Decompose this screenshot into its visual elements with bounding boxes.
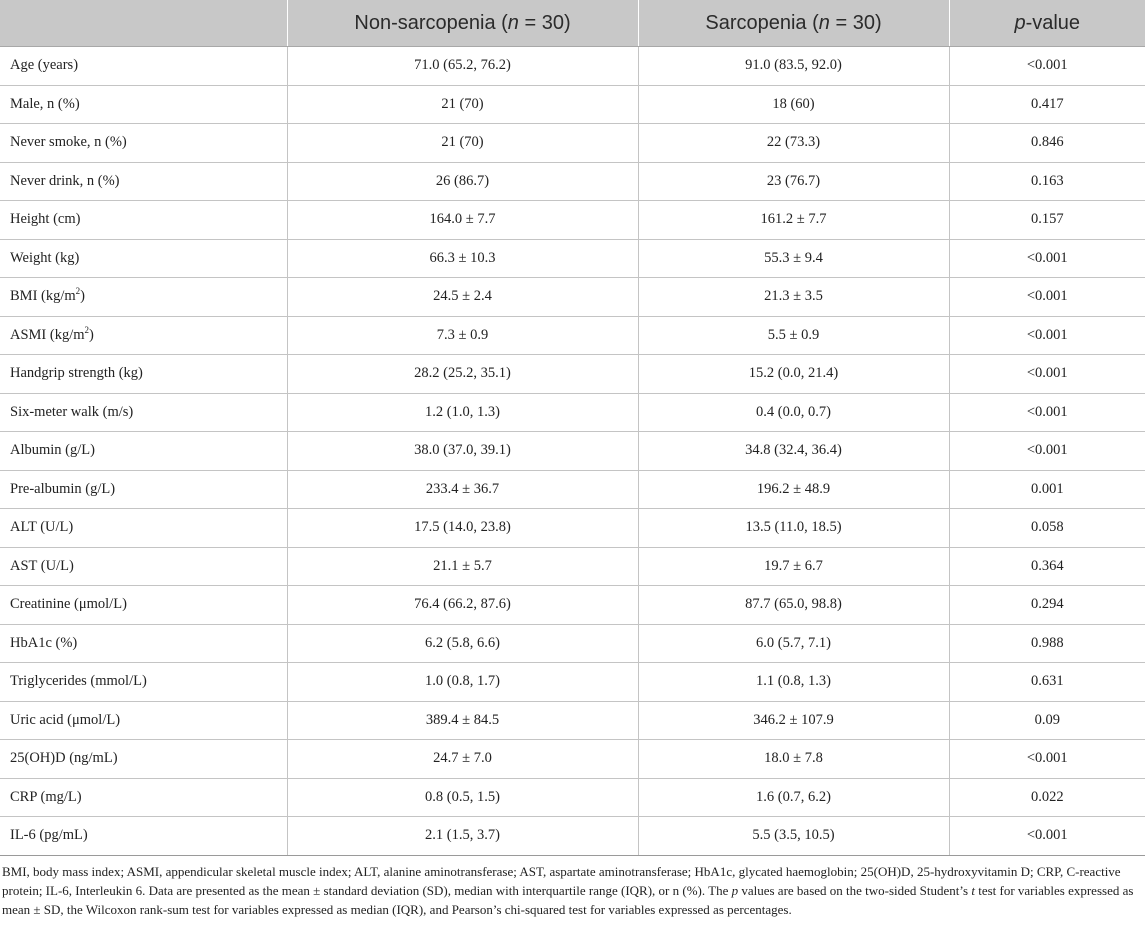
cell-sarcopenia: 346.2 ± 107.9 (638, 701, 949, 740)
variable-label: CRP (mg/L) (10, 788, 82, 805)
table-row (0, 509, 1145, 548)
cell-sarcopenia: 5.5 (3.5, 10.5) (638, 817, 949, 856)
cell-p-value: 0.846 (949, 124, 1145, 163)
cell-sarcopenia: 91.0 (83.5, 92.0) (638, 47, 949, 86)
cell-p-value: 0.294 (949, 586, 1145, 625)
cell-variable (0, 470, 287, 509)
cell-sarcopenia: 6.0 (5.7, 7.1) (638, 624, 949, 663)
cell-p-value: 0.157 (949, 201, 1145, 240)
cell-p-value: <0.001 (949, 278, 1145, 317)
cell-variable (0, 393, 287, 432)
cell-non-sarcopenia: 66.3 ± 10.3 (287, 239, 638, 278)
variable-label: Never drink, n (%) (10, 172, 120, 189)
header-non-sarcopenia-suffix: = 30) (518, 11, 571, 34)
cell-variable (0, 124, 287, 163)
cell-sarcopenia: 0.4 (0.0, 0.7) (638, 393, 949, 432)
cell-non-sarcopenia: 6.2 (5.8, 6.6) (287, 624, 638, 663)
cell-sarcopenia: 18 (60) (638, 85, 949, 124)
variable-label: HbA1c (%) (10, 634, 78, 651)
variable-label: Weight (kg) (10, 249, 80, 266)
cell-non-sarcopenia: 389.4 ± 84.5 (287, 701, 638, 740)
footnote-part2: values are based on the two-sided Student’s (738, 882, 972, 898)
table-row (0, 547, 1145, 586)
header-p-suffix: -value (1025, 11, 1081, 34)
table-row (0, 393, 1145, 432)
variable-label: Pre-albumin (g/L) (10, 480, 116, 497)
variable-label: ASMI (kg/m (10, 326, 85, 343)
cell-non-sarcopenia: 7.3 ± 0.9 (287, 316, 638, 355)
variable-label: 25(OH)D (ng/mL) (10, 750, 118, 767)
variable-label: ALT (U/L) (10, 519, 74, 536)
cell-sarcopenia: 22 (73.3) (638, 124, 949, 163)
header-sarcopenia-label: Sarcopenia ( (705, 11, 819, 34)
cell-p-value: 0.364 (949, 547, 1145, 586)
cell-non-sarcopenia: 38.0 (37.0, 39.1) (287, 432, 638, 471)
footnote-part1: BMI, body mass index; ASMI, appendicular skeletal muscle index; ALT, alanine aminotransferase; AST, aspartate aminotransferase; HbA1c, glycated haemoglobin; 25(OH)D, 25-hydroxyvitamin D; CRP, C-reactive protein; IL-6, Interleukin 6. Data are presented as the mean ± standard deviation (SD), median with interquartile range (IQR), or n (%). The (2, 863, 1121, 898)
cell-p-value: <0.001 (949, 817, 1145, 856)
cell-variable (0, 701, 287, 740)
cell-p-value: <0.001 (949, 316, 1145, 355)
cell-sarcopenia: 34.8 (32.4, 36.4) (638, 432, 949, 471)
table-row (0, 124, 1145, 163)
cell-non-sarcopenia: 2.1 (1.5, 3.7) (287, 817, 638, 856)
cell-non-sarcopenia: 17.5 (14.0, 23.8) (287, 509, 638, 548)
variable-label: BMI (kg/m (10, 288, 76, 305)
cell-p-value: 0.022 (949, 778, 1145, 817)
table-row (0, 278, 1145, 317)
header-sarcopenia-suffix: = 30) (829, 11, 882, 34)
table-row (0, 778, 1145, 817)
header-non-sarcopenia-label: Non-sarcopenia ( (354, 11, 508, 34)
cell-variable (0, 778, 287, 817)
cell-non-sarcopenia: 0.8 (0.5, 1.5) (287, 778, 638, 817)
footnote-italic-p: p (731, 882, 739, 898)
cell-variable (0, 509, 287, 548)
header-sarcopenia (638, 0, 949, 47)
table-row (0, 663, 1145, 702)
variable-tail: ) (80, 288, 85, 305)
cell-non-sarcopenia: 24.7 ± 7.0 (287, 740, 638, 779)
variable-label: Uric acid (μmol/L) (10, 711, 121, 728)
variable-superscript: 2 (75, 286, 81, 297)
cell-p-value: <0.001 (949, 740, 1145, 779)
cell-variable (0, 201, 287, 240)
cell-variable (0, 316, 287, 355)
variable-tail: ) (89, 326, 94, 343)
cell-p-value: <0.001 (949, 393, 1145, 432)
variable-label: Height (cm) (10, 211, 81, 228)
variable-label: AST (U/L) (10, 557, 74, 574)
header-sarcopenia-n: n (818, 11, 830, 34)
table-footnote (0, 862, 1145, 919)
cell-non-sarcopenia: 21 (70) (287, 85, 638, 124)
cell-sarcopenia: 161.2 ± 7.7 (638, 201, 949, 240)
table-row (0, 470, 1145, 509)
cell-sarcopenia: 21.3 ± 3.5 (638, 278, 949, 317)
cell-non-sarcopenia: 233.4 ± 36.7 (287, 470, 638, 509)
variable-label: Handgrip strength (kg) (10, 365, 143, 382)
cell-non-sarcopenia: 26 (86.7) (287, 162, 638, 201)
cell-p-value: 0.09 (949, 701, 1145, 740)
header-row (0, 0, 1145, 47)
table-row (0, 162, 1145, 201)
cell-variable (0, 586, 287, 625)
cell-p-value: 0.988 (949, 624, 1145, 663)
cell-variable (0, 278, 287, 317)
variable-label: Never smoke, n (%) (10, 134, 127, 151)
cell-sarcopenia: 55.3 ± 9.4 (638, 239, 949, 278)
table-row (0, 355, 1145, 394)
table-header (0, 0, 1145, 47)
footnote-part3: test for variables expressed as mean ± SD, the Wilcoxon rank-sum test for variables expressed as median (IQR), and Pearson’s chi-squared test for variables expressed as percentages. (2, 882, 1134, 917)
cell-p-value: 0.631 (949, 663, 1145, 702)
variable-label: Triglycerides (mmol/L) (10, 673, 147, 690)
cell-sarcopenia: 1.1 (0.8, 1.3) (638, 663, 949, 702)
cell-variable (0, 162, 287, 201)
cell-non-sarcopenia: 21 (70) (287, 124, 638, 163)
cell-variable (0, 432, 287, 471)
table-row (0, 47, 1145, 86)
table-row (0, 701, 1145, 740)
cell-non-sarcopenia: 164.0 ± 7.7 (287, 201, 638, 240)
cell-non-sarcopenia: 24.5 ± 2.4 (287, 278, 638, 317)
table-row (0, 740, 1145, 779)
table-row (0, 201, 1145, 240)
cell-variable (0, 740, 287, 779)
cell-sarcopenia: 13.5 (11.0, 18.5) (638, 509, 949, 548)
table-row (0, 586, 1145, 625)
cell-sarcopenia: 5.5 ± 0.9 (638, 316, 949, 355)
cell-variable (0, 239, 287, 278)
cell-non-sarcopenia: 76.4 (66.2, 87.6) (287, 586, 638, 625)
variable-superscript: 2 (84, 324, 90, 335)
header-non-sarcopenia (287, 0, 638, 47)
header-p-italic: p (1014, 11, 1026, 34)
table-row (0, 817, 1145, 856)
cell-p-value: <0.001 (949, 47, 1145, 86)
variable-label: Male, n (%) (10, 95, 80, 112)
cell-p-value: <0.001 (949, 239, 1145, 278)
cell-sarcopenia: 19.7 ± 6.7 (638, 547, 949, 586)
cell-non-sarcopenia: 28.2 (25.2, 35.1) (287, 355, 638, 394)
cell-p-value: 0.058 (949, 509, 1145, 548)
variable-label: IL-6 (pg/mL) (10, 827, 88, 844)
cell-sarcopenia: 23 (76.7) (638, 162, 949, 201)
variable-label: Age (years) (10, 57, 79, 74)
cell-variable (0, 663, 287, 702)
cell-p-value: <0.001 (949, 355, 1145, 394)
variable-label: Six-meter walk (m/s) (10, 403, 134, 420)
table-row (0, 624, 1145, 663)
cell-p-value: <0.001 (949, 432, 1145, 471)
cell-variable (0, 547, 287, 586)
cell-non-sarcopenia: 1.0 (0.8, 1.7) (287, 663, 638, 702)
table-body (0, 47, 1145, 856)
header-non-sarcopenia-n: n (507, 11, 519, 34)
cell-p-value: 0.417 (949, 85, 1145, 124)
header-variable (0, 0, 287, 47)
cell-non-sarcopenia: 71.0 (65.2, 76.2) (287, 47, 638, 86)
variable-label: Creatinine (μmol/L) (10, 596, 127, 613)
variable-label: Albumin (g/L) (10, 442, 95, 459)
cell-sarcopenia: 18.0 ± 7.8 (638, 740, 949, 779)
footnote-italic-t: t (971, 882, 975, 898)
cell-variable (0, 47, 287, 86)
cell-variable (0, 85, 287, 124)
table-row (0, 432, 1145, 471)
table-row (0, 316, 1145, 355)
cell-p-value: 0.001 (949, 470, 1145, 509)
table-row (0, 85, 1145, 124)
cell-sarcopenia: 87.7 (65.0, 98.8) (638, 586, 949, 625)
header-p-value (949, 0, 1145, 47)
cell-sarcopenia: 196.2 ± 48.9 (638, 470, 949, 509)
cell-variable (0, 624, 287, 663)
cell-sarcopenia: 15.2 (0.0, 21.4) (638, 355, 949, 394)
cell-non-sarcopenia: 21.1 ± 5.7 (287, 547, 638, 586)
cell-sarcopenia: 1.6 (0.7, 6.2) (638, 778, 949, 817)
table-row (0, 239, 1145, 278)
cell-variable (0, 355, 287, 394)
cell-non-sarcopenia: 1.2 (1.0, 1.3) (287, 393, 638, 432)
cell-p-value: 0.163 (949, 162, 1145, 201)
cell-variable (0, 817, 287, 856)
